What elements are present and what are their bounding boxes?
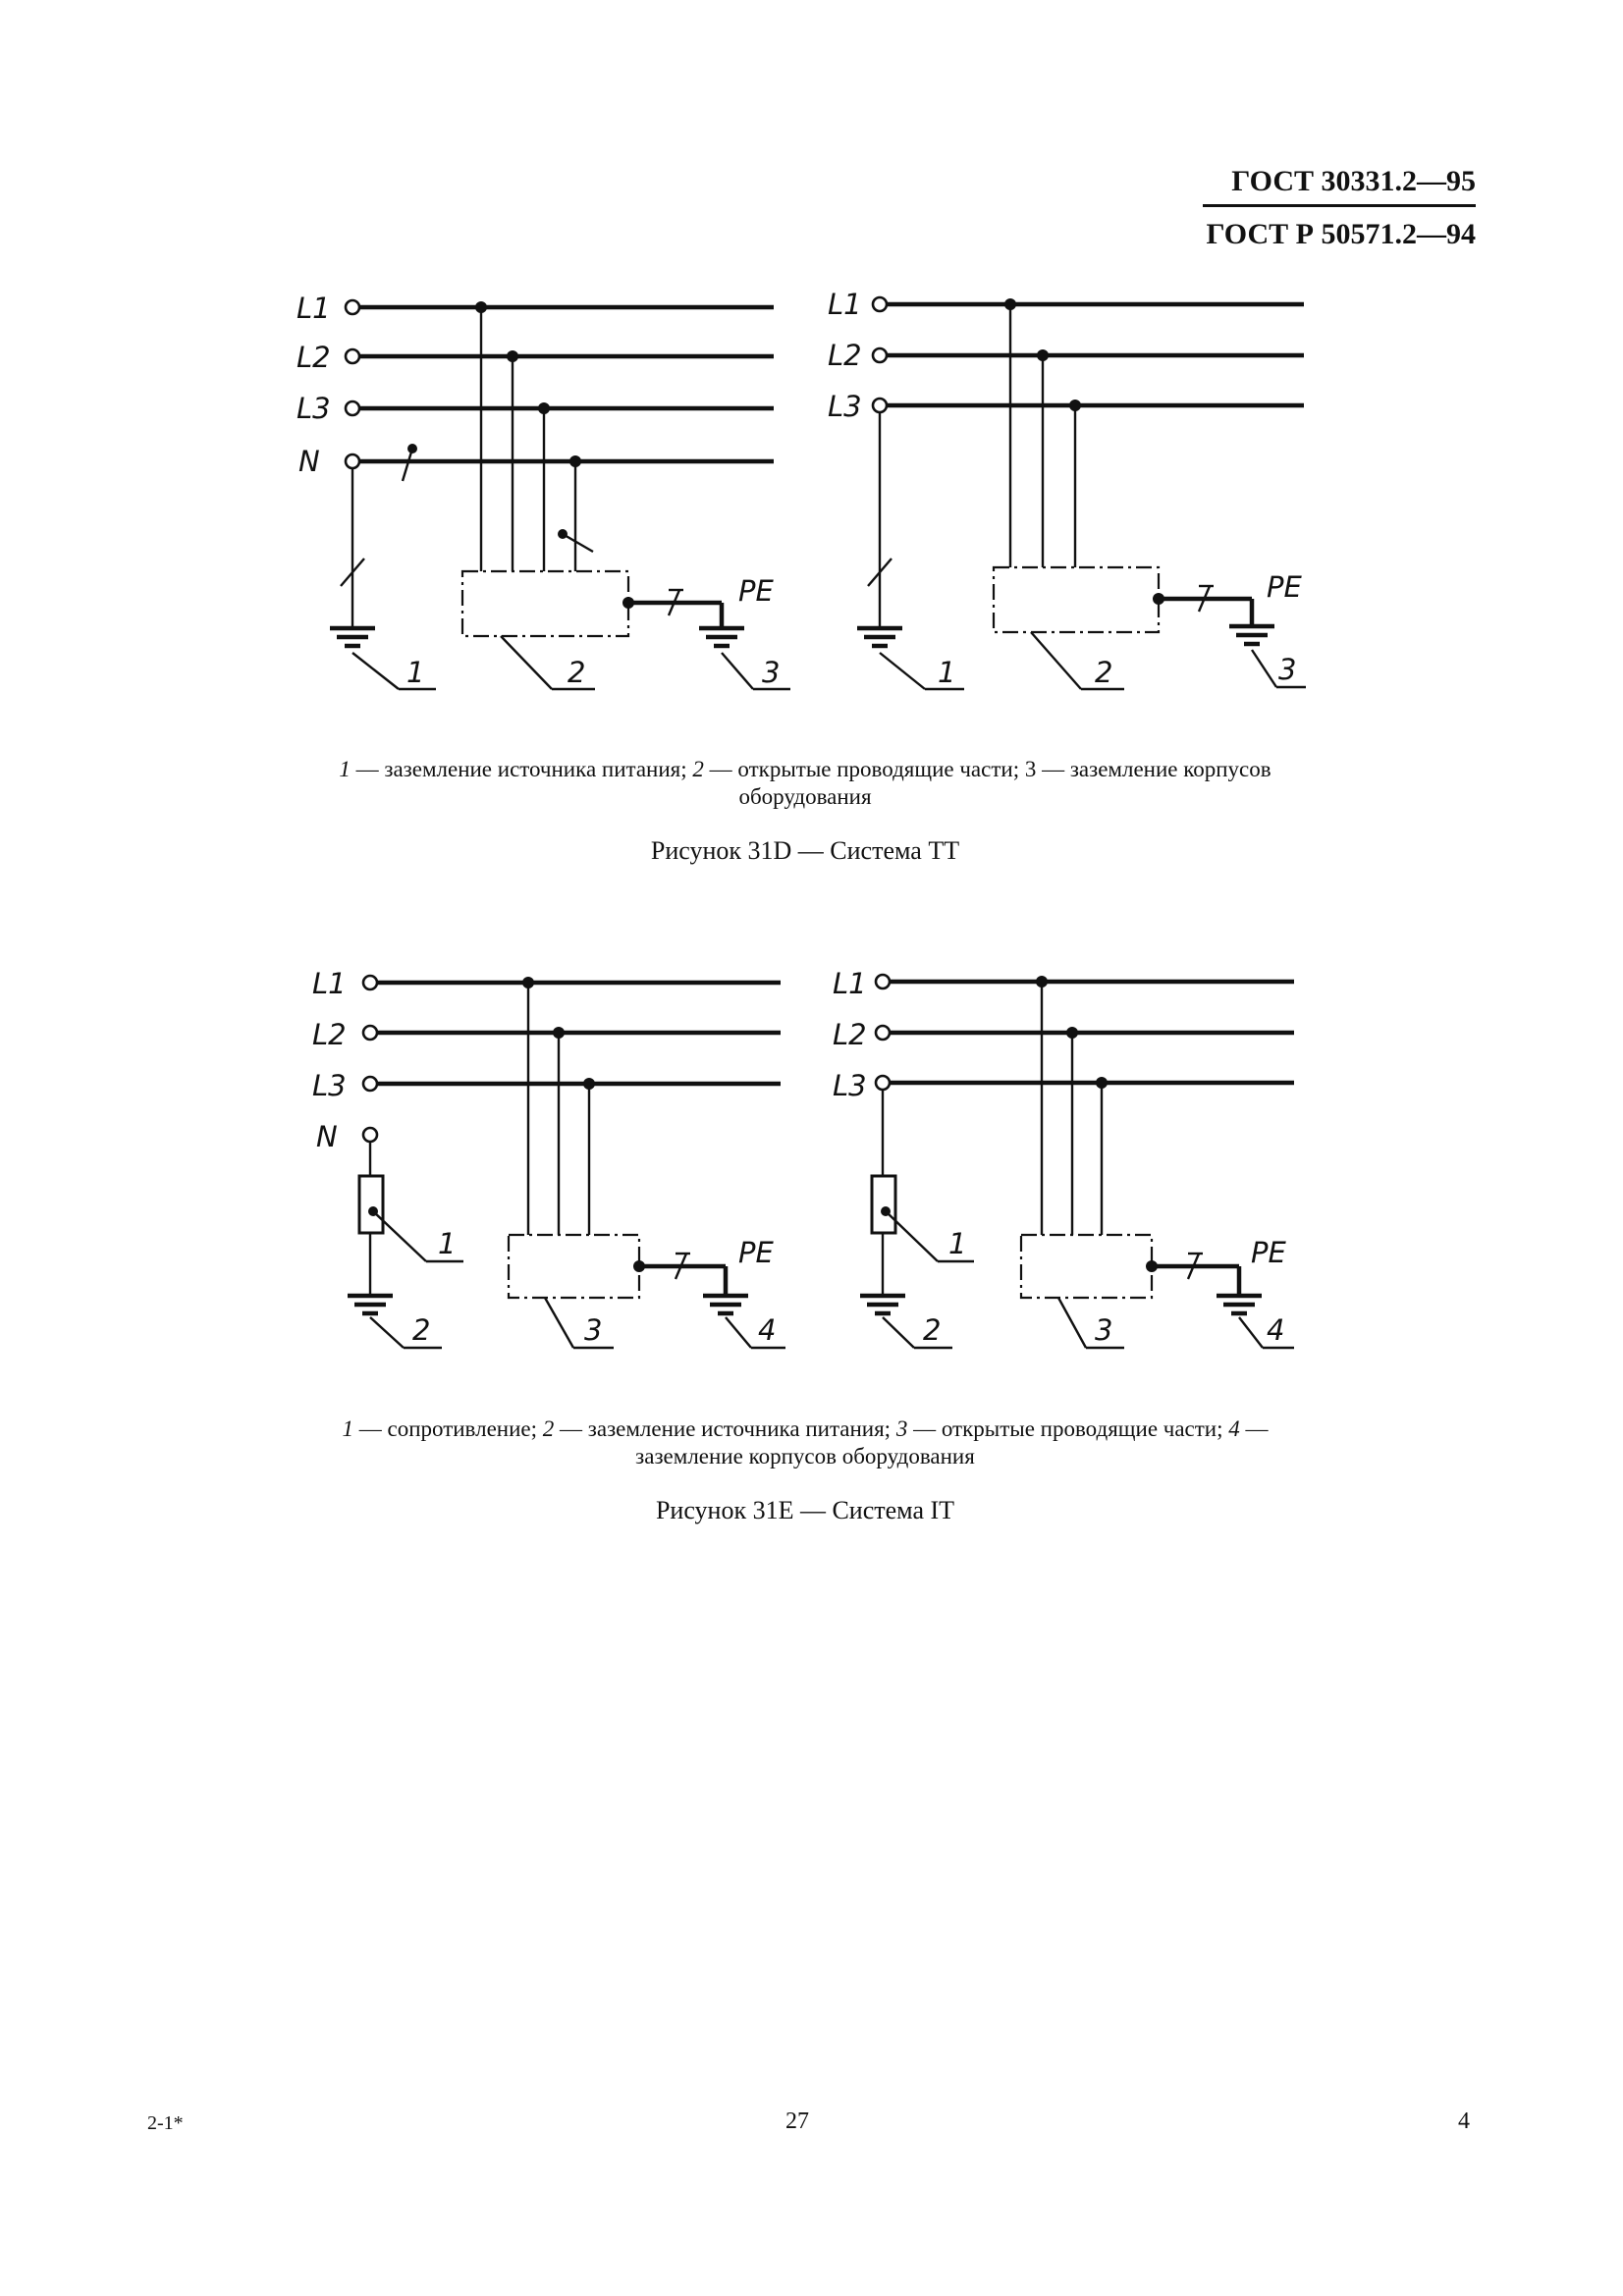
terminal-l2 <box>346 349 359 363</box>
figure-title-tt: Рисунок 31D — Система TT <box>650 836 960 865</box>
figure-title-it: Рисунок 31E — Система IT <box>655 1496 955 1524</box>
terminal-l2 <box>873 348 887 362</box>
it-system-diagram <box>0 962 1623 1374</box>
earth-symbol <box>348 1296 393 1313</box>
callout-3: 3 <box>1095 1313 1113 1347</box>
terminal-l3 <box>876 1076 890 1090</box>
earth-symbol <box>1217 1296 1262 1313</box>
standard-number-secondary: ГОСТ Р 50571.2—94 <box>1206 218 1476 250</box>
terminal-l1 <box>876 975 890 988</box>
pe-label: PE <box>1251 1236 1286 1269</box>
label-l1: L1 <box>833 967 867 1000</box>
terminal-l1 <box>346 300 359 314</box>
n-break-marker <box>563 534 593 552</box>
tt-left-schematic <box>297 292 790 689</box>
earthing-resistor <box>359 1176 383 1233</box>
label-l2: L2 <box>833 1018 867 1051</box>
terminal-n <box>346 454 359 468</box>
earth-symbol <box>703 1296 748 1313</box>
callout-2: 2 <box>1095 656 1113 689</box>
callout-4: 4 <box>758 1313 777 1347</box>
label-l2: L2 <box>828 339 862 372</box>
earth-symbol <box>857 628 902 646</box>
callout-2: 2 <box>568 656 586 689</box>
label-l2: L2 <box>297 341 331 374</box>
standard-number-primary: ГОСТ 30331.2—95 <box>1231 165 1476 197</box>
terminal-l1 <box>363 976 377 989</box>
callout-2: 2 <box>412 1313 431 1347</box>
callout-3: 3 <box>584 1313 603 1347</box>
exposed-conductive-parts <box>462 571 628 636</box>
terminal-l3 <box>873 399 887 412</box>
label-n: N <box>316 1120 338 1153</box>
earthing-resistor <box>872 1176 895 1233</box>
callout-2: 2 <box>923 1313 942 1347</box>
it-left-schematic <box>312 967 785 1348</box>
label-n: N <box>298 445 320 478</box>
exposed-conductive-parts <box>509 1235 639 1298</box>
callout-1: 1 <box>948 1227 967 1260</box>
exposed-conductive-parts <box>994 567 1159 632</box>
pe-label: PE <box>738 1236 774 1269</box>
label-l2: L2 <box>312 1018 347 1051</box>
tt-right-schematic <box>828 288 1306 689</box>
terminal-l2 <box>876 1026 890 1040</box>
callout-1: 1 <box>406 656 425 689</box>
terminal-l2 <box>363 1026 377 1040</box>
terminal-l3 <box>363 1077 377 1091</box>
earth-symbol <box>699 628 744 646</box>
page-number: 27 <box>785 2109 809 2134</box>
legend-it: 1 — сопротивление; 2 — заземление источника питания; 3 — открытые проводящие части; 4 — заземление корпусов оборудования <box>342 1416 1269 1468</box>
label-l3: L3 <box>828 390 862 423</box>
callout-1: 1 <box>938 656 956 689</box>
label-l1: L1 <box>828 288 862 321</box>
earth-symbol <box>330 628 375 646</box>
pe-label: PE <box>738 574 774 608</box>
footer-sheet-mark: 2-1* <box>147 2112 184 2134</box>
callout-1: 1 <box>438 1227 457 1260</box>
label-l1: L1 <box>312 967 347 1000</box>
callout-3: 3 <box>762 656 781 689</box>
earth-symbol <box>1229 626 1274 644</box>
label-l3: L3 <box>312 1069 347 1102</box>
exposed-conductive-parts <box>1021 1235 1152 1298</box>
callout-3: 3 <box>1278 653 1297 686</box>
tt-system-diagram <box>0 285 1623 717</box>
terminal-l1 <box>873 297 887 311</box>
pe-label: PE <box>1267 570 1302 604</box>
callout-4: 4 <box>1267 1313 1285 1347</box>
terminal-l3 <box>346 401 359 415</box>
terminal-n <box>363 1128 377 1142</box>
header-divider <box>1203 204 1476 207</box>
footer-right-number: 4 <box>1458 2109 1470 2134</box>
label-l1: L1 <box>297 292 331 325</box>
earth-symbol <box>860 1296 905 1313</box>
label-l3: L3 <box>833 1069 867 1102</box>
label-l3: L3 <box>297 392 331 425</box>
legend-tt: 1 — заземление источника питания; 2 — открытые проводящие части; 3 — заземление корпусов оборудования <box>339 757 1271 809</box>
it-right-schematic <box>833 967 1294 1348</box>
n-marker-stroke <box>403 449 412 481</box>
